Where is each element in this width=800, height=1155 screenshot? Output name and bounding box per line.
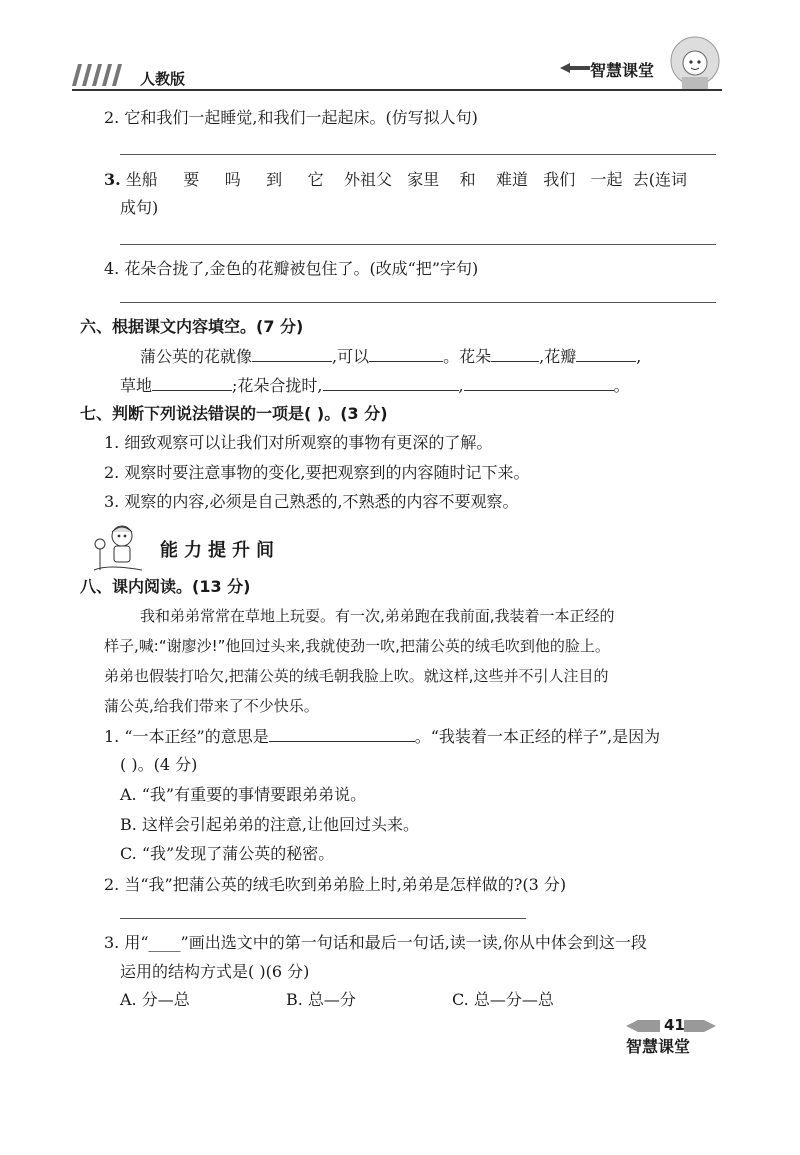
option-c: C. 总—分—总 xyxy=(452,990,554,1009)
passage-line-2: 样子,喊:“谢廖沙!”他回过头来,我就使劲一吹,把蒲公英的绒毛吹到他的脸上。 xyxy=(104,637,610,655)
passage-line-4: 蒲公英,给我们带来了不少快乐。 xyxy=(104,697,319,715)
brand-logo-top: 智慧课堂 xyxy=(590,61,655,80)
fill-text: ,可以 xyxy=(332,347,370,366)
question-3-line2: 成句) xyxy=(120,198,159,217)
section-8-question-2: 2. 当“我”把蒲公英的绒毛吹到弟弟脸上时,弟弟是怎样做的?(3 分) xyxy=(104,875,567,894)
question-text: 1. “一本正经”的意思是 xyxy=(104,727,269,746)
option-b: B. 总—分 xyxy=(286,990,356,1009)
section-8-question-3-line2: 运用的结构方式是( )(6 分) xyxy=(120,962,310,981)
blank[interactable] xyxy=(369,345,443,362)
section-6-line1 xyxy=(140,345,641,368)
blank[interactable] xyxy=(323,374,459,391)
answer-line xyxy=(120,154,716,155)
word-5: 它 xyxy=(307,170,324,189)
fill-text: 。花朵 xyxy=(443,347,492,366)
fill-text: 草地 xyxy=(120,376,153,395)
section-6-title: 六、根据课文内容填空。(7 分) xyxy=(80,317,304,336)
question-text: 。“我装着一本正经的样子”,是因为 xyxy=(414,727,661,746)
passage-line-1: 我和弟弟常常在草地上玩耍。有一次,弟弟跑在我前面,我装着一本正经的 xyxy=(140,607,615,625)
blank[interactable] xyxy=(464,374,614,391)
section-7-item-1: 1. 细致观察可以让我们对所观察的事物有更深的了解。 xyxy=(104,433,493,452)
word-10: 我们 xyxy=(543,170,576,189)
question-4: 4. 花朵合拢了,金色的花瓣被包住了。(改成“把”字句) xyxy=(104,259,479,278)
word-1: 坐船 xyxy=(125,170,158,189)
page-number: 41 xyxy=(664,1016,685,1034)
fill-text: ,花瓣 xyxy=(539,347,577,366)
mascot-child-icon xyxy=(88,522,146,572)
option-a: A. “我”有重要的事情要跟弟弟说。 xyxy=(120,785,367,804)
section-7-item-3: 3. 观察的内容,必须是自己熟悉的,不熟悉的内容不要观察。 xyxy=(104,492,519,511)
fill-text: ;花朵合拢时, xyxy=(232,376,323,395)
question-1-answer-bracket: ( )。(4 分) xyxy=(120,755,198,774)
fill-text: 。 xyxy=(613,376,630,395)
fill-text: , xyxy=(458,376,464,395)
section-6-line2 xyxy=(120,374,630,397)
blank[interactable] xyxy=(152,374,232,391)
option-a: A. 分—总 xyxy=(120,990,190,1009)
word-11: 一起 xyxy=(590,170,623,189)
blank[interactable] xyxy=(269,725,415,742)
answer-line xyxy=(120,302,716,303)
question-3 xyxy=(104,169,687,191)
blank[interactable] xyxy=(491,345,539,362)
arrow-left-icon xyxy=(560,63,590,73)
header-rule xyxy=(72,89,722,91)
word-2: 要 xyxy=(183,170,200,189)
brand-logo-bottom: 智慧课堂 xyxy=(626,1037,691,1056)
word-6: 外祖父 xyxy=(343,170,392,189)
mascot-girl-icon xyxy=(664,35,726,95)
option-b: B. 这样会引起弟弟的注意,让他回过头来。 xyxy=(120,815,420,834)
section-7-item-2: 2. 观察时要注意事物的变化,要把观察到的内容随时记下来。 xyxy=(104,463,530,482)
passage-line-3: 弟弟也假装打哈欠,把蒲公英的绒毛朝我脸上吹。就这样,这些并不引人注目的 xyxy=(104,667,609,685)
blank[interactable] xyxy=(576,345,636,362)
section-8-title: 八、课内阅读。(13 分) xyxy=(80,577,251,596)
answer-line xyxy=(120,244,716,245)
answer-line xyxy=(120,918,526,919)
ability-section-title: 能力提升间 xyxy=(160,540,280,561)
edition-label: 人教版 xyxy=(140,70,186,88)
option-c: C. “我”发现了蒲公英的秘密。 xyxy=(120,844,335,863)
section-8-question-3: 3. 用“____”画出选文中的第一句话和最后一句话,读一读,你从中体会到这一段 xyxy=(104,933,647,952)
section-7-title: 七、判断下列说法错误的一项是( )。(3 分) xyxy=(80,404,388,423)
word-9: 难道 xyxy=(495,170,528,189)
section-8-question-1 xyxy=(104,725,660,748)
question-2: 2. 它和我们一起睡觉,和我们一起起床。(仿写拟人句) xyxy=(104,108,478,127)
word-3: 吗 xyxy=(224,170,241,189)
blank[interactable] xyxy=(252,345,332,362)
word-4: 到 xyxy=(266,170,283,189)
word-12: 去(连词 xyxy=(632,170,687,189)
question-number: 3. xyxy=(104,170,121,189)
header-stripes-decoration xyxy=(72,64,130,86)
fill-text: , xyxy=(636,347,642,366)
word-8: 和 xyxy=(459,170,476,189)
fill-text: 蒲公英的花就像 xyxy=(140,347,253,366)
word-7: 家里 xyxy=(407,170,440,189)
